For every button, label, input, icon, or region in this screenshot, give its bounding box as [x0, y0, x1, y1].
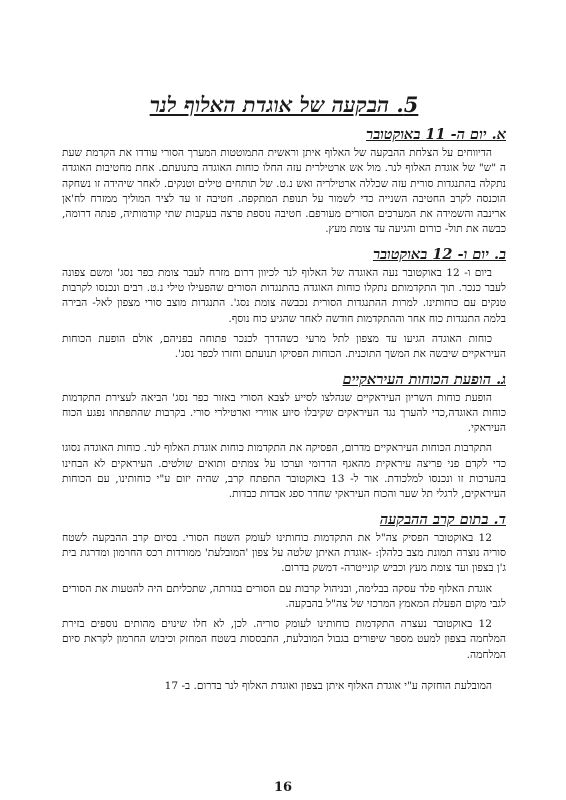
paragraph: 12 באוקטובר נעצרה התקדמות כוחותינו לעומק סוריה. לכן, לא חלו שינוים מהותים נוספים בזירת המלחמה בצפון למעט מספר שיפורים בגבול המובלעת, התבססות בשטח המחזק וכיבוש החרמון לקראת סיום המלחמה. [62, 618, 506, 661]
document-title: 5. הבקעה של אוגדת האלוף לנר [149, 92, 419, 117]
paragraph: הדיווחים על הצלחת ההבקעה של האלוף איתן וראשית התמוטטות המערך הסורי עודדו את הקדמת שעת ה "ש" של אוגדת האלוף לנר. מול אש ארטילרית עזה החלו כוחות האוגדה בתנועתם. אחת מחטיבות האוגדה נתקלה בהתנגדות סורית עזה שכללה ארטילריה ואש נ.ט. של תותחים טילים וטנקים. לאחר שיהידה זו נשחקה הוכנסה לקרב החטיבה השנייה כדי לשמור על תנופת המתקפה. חטיבה זו עד לציר המוליך ממזרח לח'אן ארינבה והשמידה את המערכים הסורים מעורפם. חטיבה נוספת פרצה בעקבות שתי קודמותיה, פנתה דרומה, כבשה את תול- כורום והגיעה עד צומת מעץ. [62, 147, 506, 236]
section-heading: ד. בתום קרב ההבקעה [379, 510, 506, 528]
paragraph: אוגדת האלוף פלד עסקה בבלימה, ובניהול קרבות עם הסורים בגזרתה, שתכליתם היה להטעות את הסורים לגבי מקום הפעלת המאמץ המרכזי של צה"ל בהבקעה. [62, 582, 506, 610]
paragraph: 12 באוקטובר הפסיק צה"ל את התקדמות כוחותינו לעומק השטח הסורי. בסיום קרב ההבקעה לשטח סוריה נוצרה תמונת מצב כלהלן: -אוגדת האיתן שלטה על צפון 'המובלעת' ממורדות רכס החרמון ומדרגת בית ג'ן בצפון ועד צומת מעץ וכביש קונייטרה- דמשק בדרום. [62, 531, 506, 575]
section-d [62, 511, 506, 695]
section-c [62, 371, 506, 503]
paragraph: הופעת כוחות השריון העיראקיים שנהלצו לסייע לצבא הסורי באזור כפר נסג' הביאה לעצירת התקדמות כוחות האוגדה,כדי להערך נגד העיראקים שקיבלו סיוע אווירי וארטילרי סורי. בקרבות שהתפתחו נפגע הכוח העיראקי. [62, 391, 506, 435]
page-number: 16 [273, 780, 293, 795]
paragraph: ביום ו- 12 באוקטובר נעה האוגדה של האלוף לנר לכיוון דרום מזרח לעבר צומת כפר נסג' ומשם צפונה לעבר כנכר. תוך התקדמותם נתקלו כוחות האוגדה בהתנגדות הסורים שהפעילו טילי נ.ט. רבים ונכנסו לקרבות טנקים עם כוחותינו. למרות ההתנגדות הסורית נכבשה צומת נסג'. התנגדות מוצב סורי מצפון לאל- הבירה בלמה התנגדות כוח אחר וההתקדמות חודשה לאחר שהגיע כוח נוסף. [62, 266, 506, 325]
section-heading: ג. הופעת הכוחות העיראקיים [342, 370, 506, 388]
paragraph: כוחות האוגדה הגיעו עד מצפון לתל מרעי כשהדרך לכנכר פתוחה בפניהם, אולם הופעת הכוחות העיראקיים שיבשה את המשך התוכנית. הכוחות הפסיקו תנועתם וחזרו לכפר נסג'. [62, 332, 506, 361]
section-heading: א. יום ה- 11 באוקטובר [365, 126, 506, 143]
section-a [62, 126, 506, 238]
paragraph: התקרבות הכוחות העיראקיים מדרום, הפסיקה את התקדמות כוחות אוגדת האלוף לנר. כוחות האוגדה נסוגו כדי לקדם פני פריצה עיראקית מהאגף הדרומי וערכו על צמתים ותואים שולטים. העיראקים לא הבחינו בהערכות זו ונכנסו למלכודת. אור ל- 13 באוקטובר התפתח קרב, שהיה יזום ע"י כוחותינו, עם הכוחות העיראקים, לרגלי תל שער והכוח העיראקי שחדר ספג אבדות כבדות. [62, 442, 506, 501]
section-heading: ב. יום ו- 12 באוקטובר [372, 245, 506, 263]
section-b [62, 246, 506, 363]
paragraph: המובלעת הוחזקה ע"י אוגדת האלוף איתן בצפון ואוגדת האלוף לנר בדרום. ב- 17 [164, 680, 492, 693]
